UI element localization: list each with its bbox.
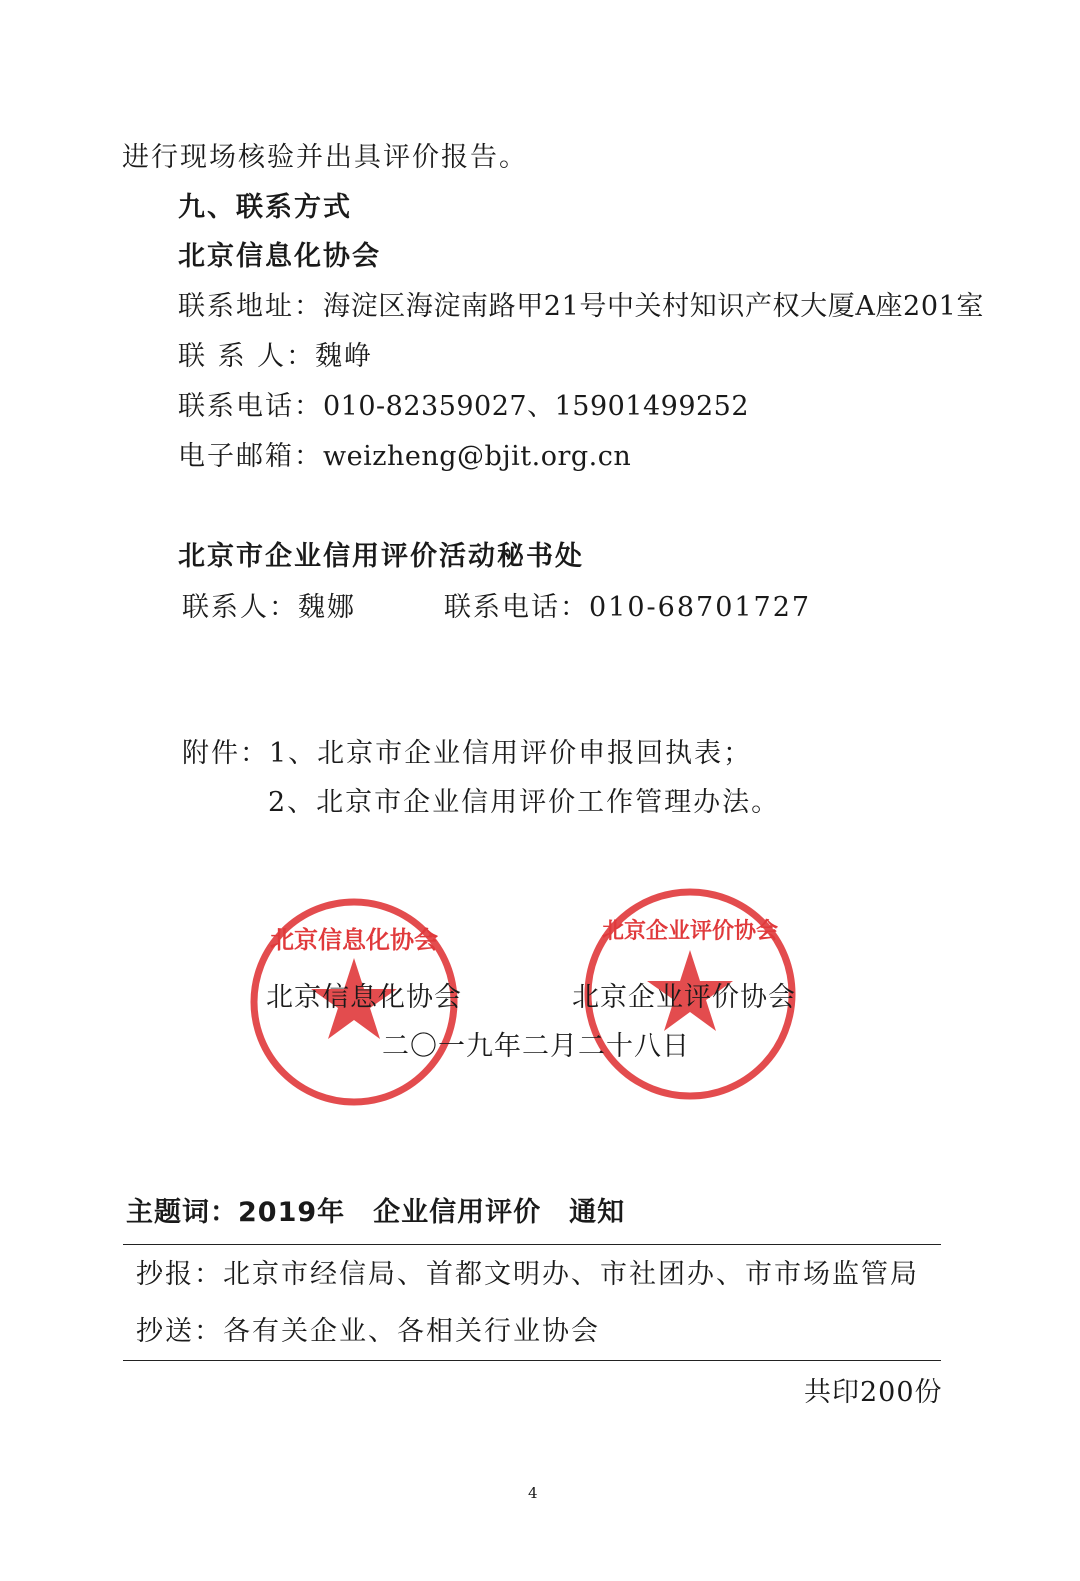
email-label: 电子邮箱： bbox=[178, 441, 323, 472]
attachment-item-1: 1、北京市企业信用评价申报回执表； bbox=[269, 738, 753, 769]
attachment-line-1 bbox=[182, 737, 752, 771]
left-seal-text: 北京信息化协会 bbox=[270, 926, 438, 954]
contact-line bbox=[178, 340, 373, 374]
phone-line bbox=[178, 390, 749, 424]
section-heading: 九、联系方式 bbox=[178, 192, 352, 223]
phone-value: 010-82359027、15901499252 bbox=[323, 391, 750, 422]
phone-label: 联系电话： bbox=[178, 391, 323, 422]
email-line bbox=[178, 440, 631, 474]
signature-org-right: 北京企业评价协会 bbox=[572, 982, 796, 1013]
address-label: 联系地址： bbox=[178, 291, 323, 322]
keywords-line: 主题词：2019年 企业信用评价 通知 bbox=[126, 1197, 626, 1228]
signature-date: 二〇一九年二月二十八日 bbox=[382, 1031, 690, 1062]
page-number: 4 bbox=[528, 1484, 538, 1502]
contact-value: 魏峥 bbox=[315, 341, 374, 372]
body-line-intro: 进行现场核验并出具评价报告。 bbox=[122, 142, 528, 173]
org1-name: 北京信息化协会 bbox=[178, 241, 381, 272]
org2-phone: 联系电话：010-68701727 bbox=[444, 592, 812, 623]
attachment-item-2: 2、北京市企业信用评价工作管理办法。 bbox=[268, 787, 781, 818]
contact-label: 联 系 人： bbox=[178, 341, 316, 372]
cc-send-line: 抄送：各有关企业、各相关行业协会 bbox=[136, 1316, 600, 1347]
right-seal-text: 北京企业评价协会 bbox=[601, 919, 779, 944]
print-count: 共印200份 bbox=[804, 1377, 943, 1408]
divider-bottom bbox=[123, 1360, 941, 1361]
address-value: 海淀区海淀南路甲21号中关村知识产权大厦A座201室 bbox=[323, 291, 984, 322]
signature-org-left: 北京信息化协会 bbox=[266, 982, 462, 1013]
attachment-label: 附件： bbox=[182, 738, 269, 769]
email-value: weizheng@bjit.org.cn bbox=[323, 441, 632, 472]
org2-contact: 联系人：魏娜 bbox=[182, 592, 356, 623]
org2-name: 北京市企业信用评价活动秘书处 bbox=[178, 541, 584, 572]
address-line bbox=[178, 290, 984, 324]
cc-report-line: 抄报：北京市经信局、首都文明办、市社团办、市市场监管局 bbox=[136, 1259, 919, 1290]
divider-top bbox=[123, 1244, 941, 1245]
